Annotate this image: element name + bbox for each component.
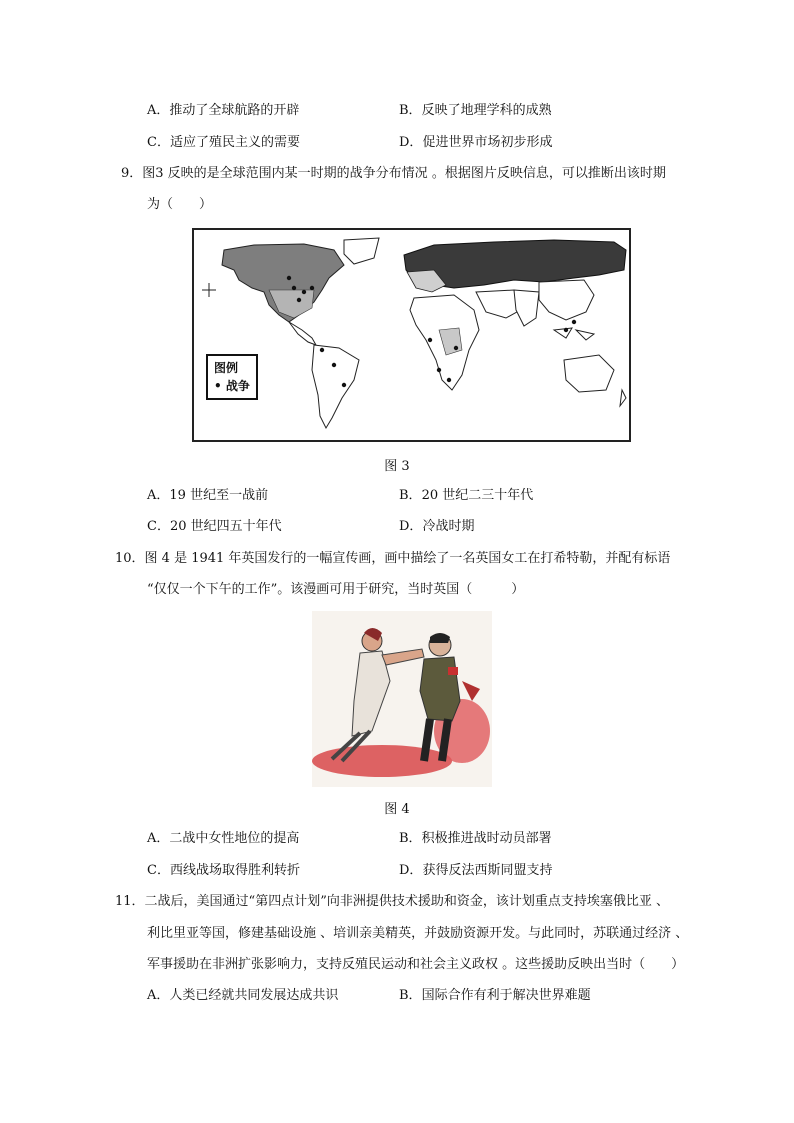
option-text: 适应了殖民主义的需要 [169, 135, 300, 150]
figure-3-caption: 图 3 [384, 459, 410, 474]
option-letter: D． [399, 519, 423, 534]
option-letter: A． [147, 831, 170, 846]
q11-stem-line3: 军事援助在非洲扩张影响力，支持反殖民运动和社会主义政权 。这些援助反映出当时（ ） [147, 957, 685, 972]
poster-illustration [312, 611, 492, 787]
legend-title: 图例 [214, 361, 239, 375]
q11-stem-line2: 利比里亚等国，修建基础设施 、培训亲美精英，并鼓励资源开发。与此同时，苏联通过经济 、 [147, 926, 689, 941]
option-text: 反映了地理学科的成熟 [421, 103, 552, 118]
q10-option-d [399, 861, 552, 881]
legend-item-war: • 战争 [214, 379, 250, 393]
option-letter: A． [147, 988, 170, 1003]
figure-4-propaganda-poster [312, 611, 492, 787]
q9-stem-line1 [121, 164, 666, 184]
option-letter: D． [399, 863, 423, 878]
q9-option-b [399, 486, 533, 506]
q10-stem-line2: “仅仅一个下午的工作”。该漫画可用于研究，当时英国（ ） [147, 582, 525, 597]
q9-stem-line2: 为（ ） [147, 197, 213, 212]
q9-option-d [399, 517, 474, 537]
option-letter: A． [147, 103, 170, 118]
option-letter: B． [399, 103, 422, 118]
option-text: 19 世纪至一战前 [169, 488, 269, 503]
option-text: 西线战场取得胜利转折 [169, 863, 300, 878]
option-text: 人类已经就共同发展达成共识 [169, 988, 339, 1003]
figure-3-world-war-map [192, 228, 631, 442]
option-text: 国际合作有利于解决世界难题 [421, 988, 591, 1003]
option-letter: B． [399, 488, 422, 503]
q10-option-a [147, 829, 299, 849]
q9-option-a [147, 486, 268, 506]
option-letter: C． [147, 135, 170, 150]
option-text: 促进世界市场初步形成 [422, 135, 553, 150]
q9-option-c [147, 517, 282, 537]
option-text: 20 世纪二三十年代 [421, 488, 534, 503]
q11-stem-line1 [115, 892, 669, 912]
option-letter: C． [147, 863, 170, 878]
q10-option-b [399, 829, 552, 849]
q10-option-c [147, 861, 300, 881]
option-text: 20 世纪四五十年代 [169, 519, 282, 534]
world-map-image [194, 230, 629, 440]
option-letter: B． [399, 988, 422, 1003]
q8-option-b [399, 101, 552, 121]
option-letter: A． [147, 488, 170, 503]
option-letter: C． [147, 519, 170, 534]
q8-option-a [147, 101, 299, 121]
figure-4-caption: 图 4 [384, 802, 410, 817]
q11-option-b [399, 986, 591, 1006]
question-number: 9． [121, 166, 143, 181]
option-text: 获得反法西斯同盟支持 [422, 863, 553, 878]
option-text: 二战中女性地位的提高 [169, 831, 300, 846]
q10-stem-line1 [115, 549, 670, 569]
option-letter: B． [399, 831, 422, 846]
map-legend [206, 354, 258, 400]
question-number: 10． [115, 551, 145, 566]
option-text: 积极推进战时动员部署 [421, 831, 552, 846]
question-text: 图 4 是 1941 年英国发行的一幅宣传画，画中描绘了一名英国女工在打希特勒，并配有标语 [144, 551, 671, 566]
q11-option-a [147, 986, 338, 1006]
option-text: 推动了全球航路的开辟 [169, 103, 300, 118]
option-text: 冷战时期 [422, 519, 475, 534]
question-text: 二战后，美国通过“第四点计划”向非洲提供技术援助和资金，该计划重点支持埃塞俄比亚 、 [144, 894, 669, 909]
q8-option-c [147, 133, 300, 153]
option-letter: D． [399, 135, 423, 150]
question-number: 11． [115, 894, 145, 909]
question-text: 图3 反映的是全球范围内某一时期的战争分布情况 。根据图片反映信息，可以推断出该时期 [142, 166, 666, 181]
q8-option-d [399, 133, 552, 153]
